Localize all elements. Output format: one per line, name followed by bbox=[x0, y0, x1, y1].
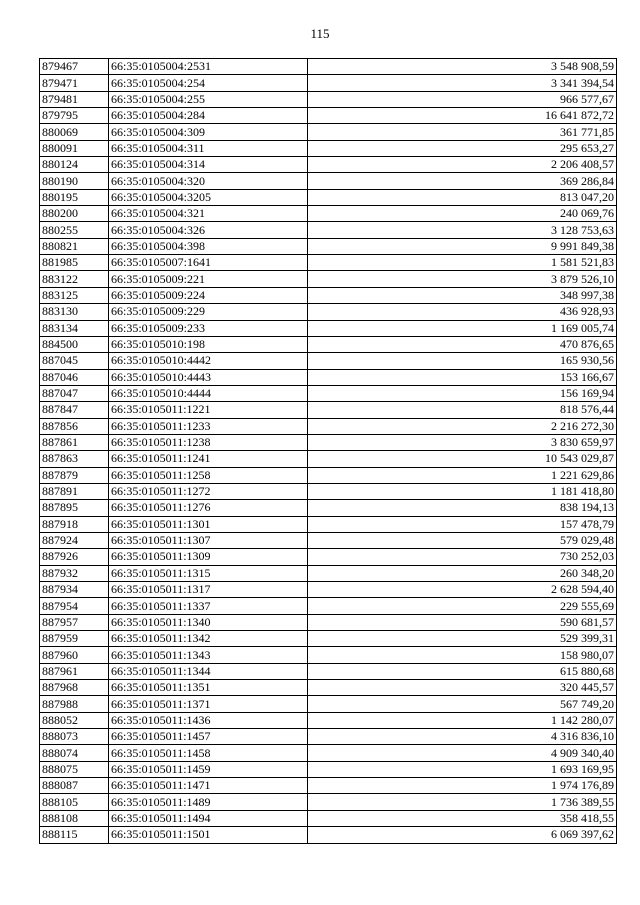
cadastral-value-cell: 240 069,76 bbox=[308, 206, 617, 222]
cadastral-value-cell: 165 930,56 bbox=[308, 353, 617, 369]
table-row bbox=[40, 614, 617, 630]
record-id-cell: 883122 bbox=[40, 271, 109, 287]
record-id-cell: 880069 bbox=[40, 124, 109, 140]
table-row bbox=[40, 810, 617, 826]
cadastral-number-cell: 66:35:0105004:255 bbox=[109, 91, 308, 107]
cadastral-number-cell: 66:35:0105004:314 bbox=[109, 157, 308, 173]
table-row bbox=[40, 745, 617, 761]
record-id-cell: 880124 bbox=[40, 157, 109, 173]
record-id-cell: 888073 bbox=[40, 729, 109, 745]
table-row bbox=[40, 631, 617, 647]
table-row bbox=[40, 353, 617, 369]
record-id-cell: 879471 bbox=[40, 75, 109, 91]
cadastral-number-cell: 66:35:0105004:3205 bbox=[109, 189, 308, 205]
cadastral-number-cell: 66:35:0105011:1459 bbox=[109, 761, 308, 777]
cadastral-value-cell: 3 548 908,59 bbox=[308, 59, 617, 75]
cadastral-value-cell: 1 581 521,83 bbox=[308, 255, 617, 271]
table-row bbox=[40, 794, 617, 810]
cadastral-value-cell: 579 029,48 bbox=[308, 532, 617, 548]
cadastral-value-cell: 158 980,07 bbox=[308, 647, 617, 663]
cadastral-value-cell: 153 166,67 bbox=[308, 369, 617, 385]
cadastral-value-table bbox=[39, 58, 617, 844]
cadastral-number-cell: 66:35:0105011:1241 bbox=[109, 451, 308, 467]
cadastral-number-cell: 66:35:0105009:224 bbox=[109, 287, 308, 303]
cadastral-value-cell: 3 830 659,97 bbox=[308, 434, 617, 450]
table-row bbox=[40, 516, 617, 532]
record-id-cell: 887918 bbox=[40, 516, 109, 532]
cadastral-number-cell: 66:35:0105010:4442 bbox=[109, 353, 308, 369]
cadastral-value-cell: 9 991 849,38 bbox=[308, 238, 617, 254]
cadastral-number-cell: 66:35:0105011:1344 bbox=[109, 663, 308, 679]
cadastral-number-cell: 66:35:0105011:1221 bbox=[109, 402, 308, 418]
record-id-cell: 888105 bbox=[40, 794, 109, 810]
table-row bbox=[40, 304, 617, 320]
table-row bbox=[40, 124, 617, 140]
cadastral-number-cell: 66:35:0105011:1307 bbox=[109, 532, 308, 548]
cadastral-value-cell: 348 997,38 bbox=[308, 287, 617, 303]
cadastral-value-cell: 3 128 753,63 bbox=[308, 222, 617, 238]
table-row bbox=[40, 255, 617, 271]
table-row bbox=[40, 385, 617, 401]
cadastral-value-cell: 1 974 176,89 bbox=[308, 778, 617, 794]
cadastral-number-cell: 66:35:0105011:1309 bbox=[109, 549, 308, 565]
table-row bbox=[40, 336, 617, 352]
record-id-cell: 879467 bbox=[40, 59, 109, 75]
cadastral-number-cell: 66:35:0105007:1641 bbox=[109, 255, 308, 271]
table-row bbox=[40, 108, 617, 124]
record-id-cell: 887957 bbox=[40, 614, 109, 630]
table-row bbox=[40, 222, 617, 238]
cadastral-number-cell: 66:35:0105004:311 bbox=[109, 140, 308, 156]
table-row bbox=[40, 91, 617, 107]
table-row bbox=[40, 663, 617, 679]
cadastral-number-cell: 66:35:0105011:1315 bbox=[109, 565, 308, 581]
record-id-cell: 888108 bbox=[40, 810, 109, 826]
record-id-cell: 887926 bbox=[40, 549, 109, 565]
cadastral-number-cell: 66:35:0105011:1272 bbox=[109, 483, 308, 499]
cadastral-value-cell: 1 169 005,74 bbox=[308, 320, 617, 336]
table-row bbox=[40, 59, 617, 75]
cadastral-number-cell: 66:35:0105011:1342 bbox=[109, 631, 308, 647]
record-id-cell: 883125 bbox=[40, 287, 109, 303]
cadastral-number-cell: 66:35:0105011:1258 bbox=[109, 467, 308, 483]
record-id-cell: 887988 bbox=[40, 696, 109, 712]
table-row bbox=[40, 696, 617, 712]
cadastral-number-cell: 66:35:0105011:1494 bbox=[109, 810, 308, 826]
cadastral-value-cell: 10 543 029,87 bbox=[308, 451, 617, 467]
cadastral-value-cell: 229 555,69 bbox=[308, 598, 617, 614]
cadastral-value-cell: 590 681,57 bbox=[308, 614, 617, 630]
table-row bbox=[40, 402, 617, 418]
table-row bbox=[40, 467, 617, 483]
cadastral-value-cell: 4 316 836,10 bbox=[308, 729, 617, 745]
cadastral-number-cell: 66:35:0105011:1458 bbox=[109, 745, 308, 761]
table-row bbox=[40, 75, 617, 91]
record-id-cell: 888052 bbox=[40, 712, 109, 728]
record-id-cell: 880195 bbox=[40, 189, 109, 205]
record-id-cell: 879795 bbox=[40, 108, 109, 124]
table-row bbox=[40, 140, 617, 156]
cadastral-value-cell: 4 909 340,40 bbox=[308, 745, 617, 761]
cadastral-number-cell: 66:35:0105011:1276 bbox=[109, 500, 308, 516]
record-id-cell: 887895 bbox=[40, 500, 109, 516]
record-id-cell: 883134 bbox=[40, 320, 109, 336]
table-row bbox=[40, 369, 617, 385]
table-row bbox=[40, 680, 617, 696]
record-id-cell: 887045 bbox=[40, 353, 109, 369]
table-row bbox=[40, 189, 617, 205]
record-id-cell: 883130 bbox=[40, 304, 109, 320]
cadastral-number-cell: 66:35:0105011:1457 bbox=[109, 729, 308, 745]
record-id-cell: 887861 bbox=[40, 434, 109, 450]
cadastral-value-cell: 1 221 629,86 bbox=[308, 467, 617, 483]
cadastral-value-cell: 157 478,79 bbox=[308, 516, 617, 532]
cadastral-value-cell: 2 216 272,30 bbox=[308, 418, 617, 434]
table-row bbox=[40, 582, 617, 598]
table-row bbox=[40, 206, 617, 222]
record-id-cell: 887959 bbox=[40, 631, 109, 647]
cadastral-value-cell: 3 341 394,54 bbox=[308, 75, 617, 91]
cadastral-value-cell: 615 880,68 bbox=[308, 663, 617, 679]
cadastral-value-cell: 2 628 594,40 bbox=[308, 582, 617, 598]
cadastral-number-cell: 66:35:0105004:398 bbox=[109, 238, 308, 254]
record-id-cell: 888074 bbox=[40, 745, 109, 761]
cadastral-value-cell: 295 653,27 bbox=[308, 140, 617, 156]
record-id-cell: 887047 bbox=[40, 385, 109, 401]
cadastral-value-cell: 1 693 169,95 bbox=[308, 761, 617, 777]
cadastral-value-cell: 838 194,13 bbox=[308, 500, 617, 516]
cadastral-value-cell: 2 206 408,57 bbox=[308, 157, 617, 173]
record-id-cell: 880091 bbox=[40, 140, 109, 156]
cadastral-value-cell: 1 181 418,80 bbox=[308, 483, 617, 499]
cadastral-value-cell: 436 928,93 bbox=[308, 304, 617, 320]
record-id-cell: 879481 bbox=[40, 91, 109, 107]
cadastral-number-cell: 66:35:0105011:1233 bbox=[109, 418, 308, 434]
record-id-cell: 888115 bbox=[40, 827, 109, 843]
cadastral-number-cell: 66:35:0105011:1436 bbox=[109, 712, 308, 728]
cadastral-value-cell: 156 169,94 bbox=[308, 385, 617, 401]
table-row bbox=[40, 157, 617, 173]
cadastral-number-cell: 66:35:0105009:233 bbox=[109, 320, 308, 336]
record-id-cell: 880821 bbox=[40, 238, 109, 254]
cadastral-value-cell: 1 736 389,55 bbox=[308, 794, 617, 810]
cadastral-number-cell: 66:35:0105011:1351 bbox=[109, 680, 308, 696]
table-row bbox=[40, 320, 617, 336]
cadastral-number-cell: 66:35:0105011:1238 bbox=[109, 434, 308, 450]
cadastral-value-cell: 369 286,84 bbox=[308, 173, 617, 189]
record-id-cell: 887932 bbox=[40, 565, 109, 581]
table-row bbox=[40, 434, 617, 450]
cadastral-number-cell: 66:35:0105011:1489 bbox=[109, 794, 308, 810]
record-id-cell: 887891 bbox=[40, 483, 109, 499]
record-id-cell: 887879 bbox=[40, 467, 109, 483]
table-row bbox=[40, 729, 617, 745]
cadastral-value-cell: 1 142 280,07 bbox=[308, 712, 617, 728]
cadastral-number-cell: 66:35:0105011:1340 bbox=[109, 614, 308, 630]
cadastral-number-cell: 66:35:0105011:1301 bbox=[109, 516, 308, 532]
table-row bbox=[40, 712, 617, 728]
record-id-cell: 880200 bbox=[40, 206, 109, 222]
table-row bbox=[40, 778, 617, 794]
cadastral-value-cell: 16 641 872,72 bbox=[308, 108, 617, 124]
cadastral-number-cell: 66:35:0105011:1317 bbox=[109, 582, 308, 598]
page-number: 115 bbox=[310, 26, 330, 41]
table-row bbox=[40, 451, 617, 467]
cadastral-value-cell: 358 418,55 bbox=[308, 810, 617, 826]
cadastral-number-cell: 66:35:0105004:284 bbox=[109, 108, 308, 124]
cadastral-number-cell: 66:35:0105009:229 bbox=[109, 304, 308, 320]
table-row bbox=[40, 827, 617, 843]
cadastral-number-cell: 66:35:0105004:309 bbox=[109, 124, 308, 140]
cadastral-value-cell: 529 399,31 bbox=[308, 631, 617, 647]
record-id-cell: 884500 bbox=[40, 336, 109, 352]
cadastral-value-cell: 260 348,20 bbox=[308, 565, 617, 581]
table-row bbox=[40, 532, 617, 548]
cadastral-value-cell: 6 069 397,62 bbox=[308, 827, 617, 843]
cadastral-value-cell: 3 879 526,10 bbox=[308, 271, 617, 287]
table-row bbox=[40, 565, 617, 581]
record-id-cell: 887934 bbox=[40, 582, 109, 598]
record-id-cell: 887863 bbox=[40, 451, 109, 467]
record-id-cell: 887960 bbox=[40, 647, 109, 663]
cadastral-number-cell: 66:35:0105010:198 bbox=[109, 336, 308, 352]
table-row bbox=[40, 238, 617, 254]
record-id-cell: 887961 bbox=[40, 663, 109, 679]
record-id-cell: 887856 bbox=[40, 418, 109, 434]
record-id-cell: 881985 bbox=[40, 255, 109, 271]
cadastral-number-cell: 66:35:0105011:1371 bbox=[109, 696, 308, 712]
cadastral-value-cell: 567 749,20 bbox=[308, 696, 617, 712]
table-body bbox=[40, 59, 617, 844]
cadastral-number-cell: 66:35:0105004:320 bbox=[109, 173, 308, 189]
cadastral-number-cell: 66:35:0105004:321 bbox=[109, 206, 308, 222]
record-id-cell: 880255 bbox=[40, 222, 109, 238]
cadastral-value-cell: 813 047,20 bbox=[308, 189, 617, 205]
cadastral-number-cell: 66:35:0105004:326 bbox=[109, 222, 308, 238]
cadastral-value-cell: 361 771,85 bbox=[308, 124, 617, 140]
table-row bbox=[40, 549, 617, 565]
record-id-cell: 888075 bbox=[40, 761, 109, 777]
cadastral-value-cell: 320 445,57 bbox=[308, 680, 617, 696]
table-row bbox=[40, 598, 617, 614]
cadastral-number-cell: 66:35:0105009:221 bbox=[109, 271, 308, 287]
cadastral-number-cell: 66:35:0105004:254 bbox=[109, 75, 308, 91]
record-id-cell: 887954 bbox=[40, 598, 109, 614]
table-row bbox=[40, 287, 617, 303]
table-row bbox=[40, 271, 617, 287]
cadastral-number-cell: 66:35:0105011:1343 bbox=[109, 647, 308, 663]
record-id-cell: 887847 bbox=[40, 402, 109, 418]
table-row bbox=[40, 647, 617, 663]
cadastral-number-cell: 66:35:0105011:1501 bbox=[109, 827, 308, 843]
record-id-cell: 887924 bbox=[40, 532, 109, 548]
table-row bbox=[40, 483, 617, 499]
table-row bbox=[40, 500, 617, 516]
record-id-cell: 887046 bbox=[40, 369, 109, 385]
cadastral-number-cell: 66:35:0105011:1471 bbox=[109, 778, 308, 794]
record-id-cell: 887968 bbox=[40, 680, 109, 696]
record-id-cell: 888087 bbox=[40, 778, 109, 794]
cadastral-value-cell: 470 876,65 bbox=[308, 336, 617, 352]
cadastral-value-cell: 818 576,44 bbox=[308, 402, 617, 418]
cadastral-value-cell: 966 577,67 bbox=[308, 91, 617, 107]
cadastral-number-cell: 66:35:0105010:4444 bbox=[109, 385, 308, 401]
table-row bbox=[40, 761, 617, 777]
cadastral-value-cell: 730 252,03 bbox=[308, 549, 617, 565]
cadastral-number-cell: 66:35:0105004:2531 bbox=[109, 59, 308, 75]
record-id-cell: 880190 bbox=[40, 173, 109, 189]
table-row bbox=[40, 418, 617, 434]
table-row bbox=[40, 173, 617, 189]
cadastral-number-cell: 66:35:0105010:4443 bbox=[109, 369, 308, 385]
cadastral-number-cell: 66:35:0105011:1337 bbox=[109, 598, 308, 614]
